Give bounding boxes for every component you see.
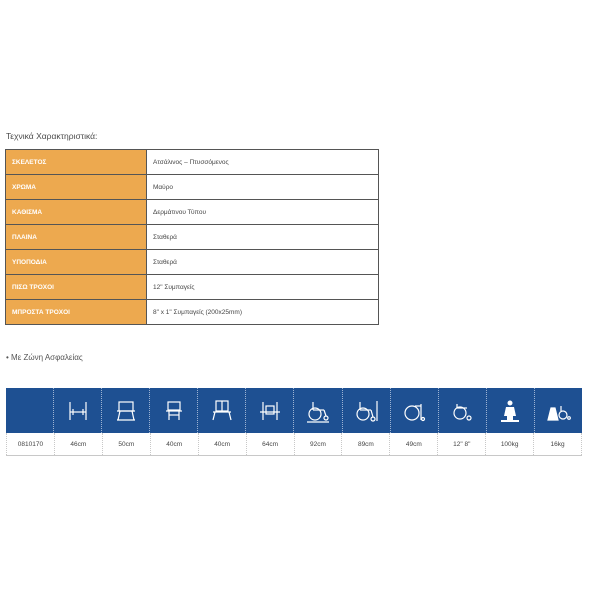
seat-depth-icon — [161, 398, 187, 424]
spec-label: ΧΡΩΜΑ — [6, 175, 147, 200]
value-cell: 64cm — [247, 433, 295, 455]
spec-value: Μαύρο — [147, 175, 379, 200]
backrest-width-icon — [209, 398, 235, 424]
header-cell — [54, 388, 102, 433]
spec-label: ΜΠΡΟΣΤΑ ΤΡΟΧΟΙ — [6, 300, 147, 325]
header-cell — [150, 388, 198, 433]
value-cell: 40cm — [151, 433, 199, 455]
spec-row — [6, 225, 379, 250]
wheelchair-length-icon — [305, 398, 331, 424]
value-cell: 100kg — [486, 433, 534, 455]
seatbelt-feature: • Με Ζώνη Ασφαλείας — [6, 353, 83, 362]
max-user-weight-icon — [497, 398, 523, 424]
chair-front-width-icon — [113, 398, 139, 424]
spec-value: Σταθερά — [147, 225, 379, 250]
value-cell: 40cm — [199, 433, 247, 455]
spec-label: ΠΛΑΙΝΑ — [6, 225, 147, 250]
header-cell — [439, 388, 487, 433]
folded-length-icon — [401, 398, 427, 424]
spec-label: ΠΙΣΩ ΤΡΟΧΟΙ — [6, 275, 147, 300]
header-cell — [294, 388, 342, 433]
value-cell: 16kg — [534, 433, 582, 455]
spec-label: ΚΑΘΙΣΜΑ — [6, 200, 147, 225]
specs-table — [5, 149, 379, 325]
header-cell — [198, 388, 246, 433]
value-cell: 92cm — [295, 433, 343, 455]
spec-value: Ατσάλινος – Πτυσσόμενος — [147, 150, 379, 175]
header-cell — [102, 388, 150, 433]
header-cell — [535, 388, 582, 433]
spec-row — [6, 275, 379, 300]
value-cell: 46cm — [55, 433, 103, 455]
header-cell — [246, 388, 294, 433]
spec-label: ΣΚΕΛΕΤΟΣ — [6, 150, 147, 175]
spec-row — [6, 300, 379, 325]
specs-heading: Τεχνικά Χαρακτηριστικά: — [6, 131, 98, 141]
header-blank-cell — [6, 388, 54, 433]
spec-row — [6, 150, 379, 175]
wheel-size-icon — [449, 398, 475, 424]
spec-row — [6, 175, 379, 200]
chair-weight-icon — [545, 398, 571, 424]
dimensions-table — [6, 388, 582, 456]
spec-label: ΥΠΟΠΟΔΙΑ — [6, 250, 147, 275]
spec-value: 12" Συμπαγείς — [147, 275, 379, 300]
value-cell: 89cm — [342, 433, 390, 455]
value-cell: 12" 8" — [438, 433, 486, 455]
spec-value: 8" x 1" Συμπαγείς (200x25mm) — [147, 300, 379, 325]
spec-value: Δερμάτινου Τύπου — [147, 200, 379, 225]
value-cell: 50cm — [103, 433, 151, 455]
dimensions-row — [6, 433, 582, 456]
header-cell — [343, 388, 391, 433]
spec-row — [6, 250, 379, 275]
dimensions-header — [6, 388, 582, 433]
value-cell: 49cm — [390, 433, 438, 455]
spec-row — [6, 200, 379, 225]
seat-width-icon — [65, 398, 91, 424]
overall-width-icon — [257, 398, 283, 424]
wheelchair-height-icon — [353, 398, 379, 424]
header-cell — [391, 388, 439, 433]
spec-value: Σταθερά — [147, 250, 379, 275]
header-cell — [487, 388, 535, 433]
product-code-cell: 0810170 — [6, 433, 55, 455]
